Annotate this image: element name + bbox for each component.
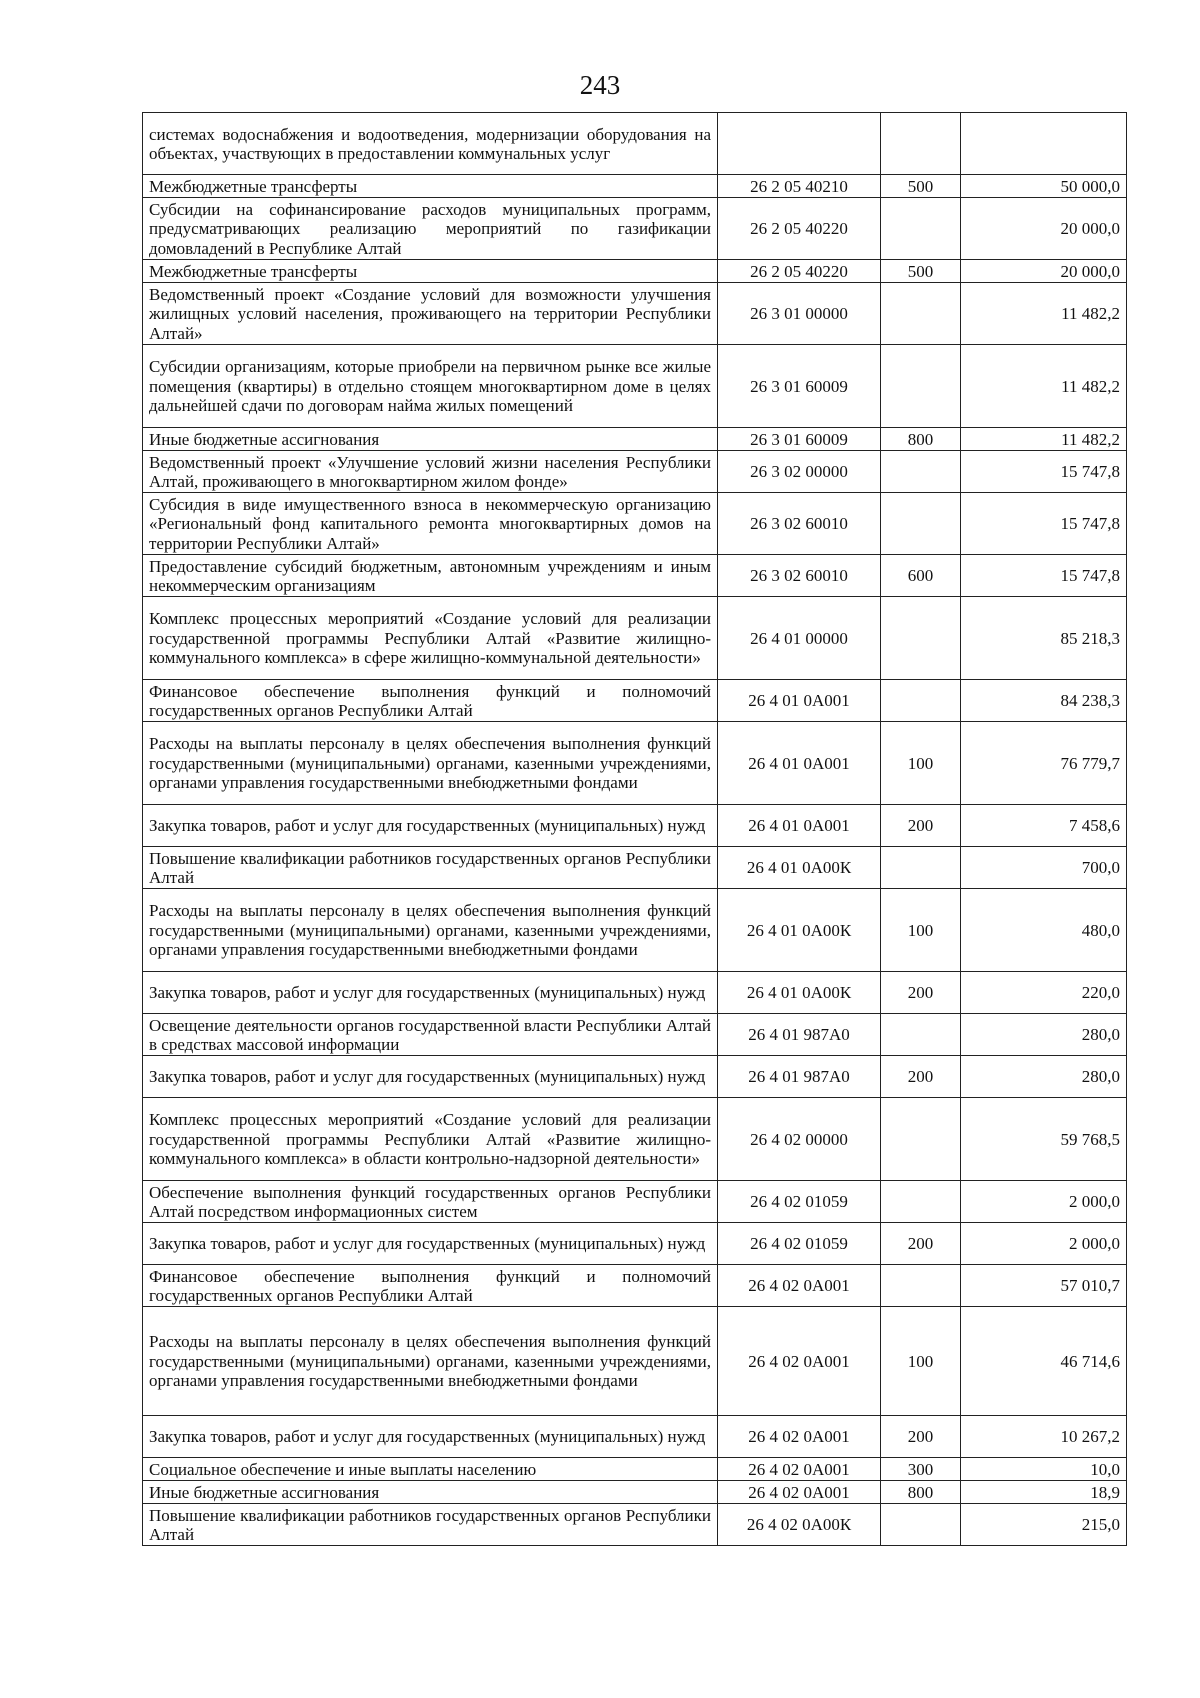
- table-row: [143, 1223, 1127, 1265]
- row-amount: 480,0: [961, 889, 1127, 972]
- row-code: 26 4 01 0А00К: [718, 972, 881, 1014]
- row-code: 26 4 02 0А00К: [718, 1504, 881, 1546]
- row-amount: 46 714,6: [961, 1307, 1127, 1416]
- row-amount: 15 747,8: [961, 555, 1127, 597]
- budget-table: [142, 112, 1127, 1546]
- row-expense-type: 200: [881, 1056, 961, 1098]
- table-row: [143, 428, 1127, 451]
- table-row: [143, 555, 1127, 597]
- row-code: 26 4 02 01059: [718, 1223, 881, 1265]
- row-code: 26 4 01 0А001: [718, 722, 881, 805]
- row-code: [718, 113, 881, 175]
- row-code: 26 4 02 0А001: [718, 1458, 881, 1481]
- table-row: [143, 1307, 1127, 1416]
- row-expense-type: 300: [881, 1458, 961, 1481]
- row-amount: 220,0: [961, 972, 1127, 1014]
- row-name: Расходы на выплаты персоналу в целях обеспечения выполнения функций государственными (муниципальными) органами, казенными учреждениями, органами управления государственными внебюджетными фондами: [143, 889, 718, 972]
- row-amount: 18,9: [961, 1481, 1127, 1504]
- row-code: 26 4 02 0А001: [718, 1481, 881, 1504]
- row-name: Повышение квалификации работников государственных органов Республики Алтай: [143, 1504, 718, 1546]
- row-name: Субсидия в виде имущественного взноса в некоммерческую организацию «Региональный фонд капитального ремонта многоквартирных домов на территории Республики Алтай»: [143, 493, 718, 555]
- table-row: [143, 680, 1127, 722]
- row-expense-type: [881, 1265, 961, 1307]
- row-code: 26 4 02 0А001: [718, 1265, 881, 1307]
- row-amount: 215,0: [961, 1504, 1127, 1546]
- table-row: [143, 1458, 1127, 1481]
- row-code: 26 4 01 00000: [718, 597, 881, 680]
- table-row: [143, 1098, 1127, 1181]
- table-row: [143, 1504, 1127, 1546]
- row-expense-type: [881, 493, 961, 555]
- row-name: Комплекс процессных мероприятий «Создание условий для реализации государственной программы Республики Алтай «Развитие жилищно-коммунального комплекса» в сфере жилищно-коммунальной деятельности»: [143, 597, 718, 680]
- row-name: Обеспечение выполнения функций государственных органов Республики Алтай посредством информационных систем: [143, 1181, 718, 1223]
- page-number: 243: [579, 70, 621, 100]
- row-name: Закупка товаров, работ и услуг для государственных (муниципальных) нужд: [143, 1416, 718, 1458]
- table-row: [143, 198, 1127, 260]
- row-name: Закупка товаров, работ и услуг для государственных (муниципальных) нужд: [143, 805, 718, 847]
- table-row: [143, 493, 1127, 555]
- row-code: 26 2 05 40220: [718, 198, 881, 260]
- row-amount: 15 747,8: [961, 493, 1127, 555]
- row-amount: 76 779,7: [961, 722, 1127, 805]
- row-amount: 15 747,8: [961, 451, 1127, 493]
- table-row: [143, 283, 1127, 345]
- table-row: [143, 1416, 1127, 1458]
- row-amount: 84 238,3: [961, 680, 1127, 722]
- row-expense-type: [881, 1181, 961, 1223]
- row-expense-type: [881, 283, 961, 345]
- table-row: [143, 1481, 1127, 1504]
- row-expense-type: 200: [881, 805, 961, 847]
- row-name: Субсидии на софинансирование расходов муниципальных программ, предусматривающих реализацию мероприятий по газификации домовладений в Республике Алтай: [143, 198, 718, 260]
- table-row: [143, 1181, 1127, 1223]
- row-expense-type: 800: [881, 1481, 961, 1504]
- row-code: 26 3 01 60009: [718, 345, 881, 428]
- row-name: Комплекс процессных мероприятий «Создание условий для реализации государственной программы Республики Алтай «Развитие жилищно-коммунального комплекса» в области контрольно-надзорной деятельности»: [143, 1098, 718, 1181]
- row-name: Закупка товаров, работ и услуг для государственных (муниципальных) нужд: [143, 1056, 718, 1098]
- row-expense-type: [881, 680, 961, 722]
- row-code: 26 4 02 01059: [718, 1181, 881, 1223]
- row-amount: 7 458,6: [961, 805, 1127, 847]
- row-name: Финансовое обеспечение выполнения функций и полномочий государственных органов Республики Алтай: [143, 680, 718, 722]
- row-name: системах водоснабжения и водоотведения, модернизации оборудования на объектах, участвующих в предоставлении коммунальных услуг: [143, 113, 718, 175]
- table-row: [143, 113, 1127, 175]
- row-code: 26 4 02 0А001: [718, 1416, 881, 1458]
- row-expense-type: 800: [881, 428, 961, 451]
- row-amount: 10 267,2: [961, 1416, 1127, 1458]
- row-name: Межбюджетные трансферты: [143, 175, 718, 198]
- row-code: 26 4 02 0А001: [718, 1307, 881, 1416]
- row-amount: 11 482,2: [961, 283, 1127, 345]
- row-expense-type: [881, 847, 961, 889]
- row-expense-type: [881, 451, 961, 493]
- table-row: [143, 345, 1127, 428]
- row-name: Межбюджетные трансферты: [143, 260, 718, 283]
- row-code: 26 4 01 987А0: [718, 1056, 881, 1098]
- row-code: 26 4 02 00000: [718, 1098, 881, 1181]
- row-amount: 20 000,0: [961, 198, 1127, 260]
- row-code: 26 4 01 0А00К: [718, 889, 881, 972]
- row-expense-type: 100: [881, 722, 961, 805]
- table-row: [143, 889, 1127, 972]
- row-code: 26 2 05 40210: [718, 175, 881, 198]
- row-expense-type: 200: [881, 1416, 961, 1458]
- row-amount: 10,0: [961, 1458, 1127, 1481]
- row-name: Социальное обеспечение и иные выплаты населению: [143, 1458, 718, 1481]
- table-row: [143, 722, 1127, 805]
- row-amount: 85 218,3: [961, 597, 1127, 680]
- row-name: Закупка товаров, работ и услуг для государственных (муниципальных) нужд: [143, 972, 718, 1014]
- row-expense-type: [881, 1098, 961, 1181]
- row-expense-type: 200: [881, 972, 961, 1014]
- table-row: [143, 1014, 1127, 1056]
- table-row: [143, 972, 1127, 1014]
- row-expense-type: 100: [881, 1307, 961, 1416]
- row-expense-type: [881, 1504, 961, 1546]
- table-row: [143, 847, 1127, 889]
- row-expense-type: 200: [881, 1223, 961, 1265]
- row-amount: 57 010,7: [961, 1265, 1127, 1307]
- row-code: 26 4 01 987А0: [718, 1014, 881, 1056]
- row-amount: 700,0: [961, 847, 1127, 889]
- row-name: Закупка товаров, работ и услуг для государственных (муниципальных) нужд: [143, 1223, 718, 1265]
- row-name: Предоставление субсидий бюджетным, автономным учреждениям и иным некоммерческим организациям: [143, 555, 718, 597]
- table-row: [143, 805, 1127, 847]
- row-name: Освещение деятельности органов государственной власти Республики Алтай в средствах массовой информации: [143, 1014, 718, 1056]
- row-amount: 280,0: [961, 1014, 1127, 1056]
- table-row: [143, 1056, 1127, 1098]
- table-row: [143, 451, 1127, 493]
- row-code: 26 4 01 0А00К: [718, 847, 881, 889]
- row-name: Расходы на выплаты персоналу в целях обеспечения выполнения функций государственными (муниципальными) органами, казенными учреждениями, органами управления государственными внебюджетными фондами: [143, 722, 718, 805]
- row-code: 26 3 02 00000: [718, 451, 881, 493]
- row-code: 26 2 05 40220: [718, 260, 881, 283]
- table-row: [143, 1265, 1127, 1307]
- row-expense-type: 600: [881, 555, 961, 597]
- row-code: 26 4 01 0А001: [718, 680, 881, 722]
- row-name: Финансовое обеспечение выполнения функций и полномочий государственных органов Республики Алтай: [143, 1265, 718, 1307]
- row-expense-type: [881, 345, 961, 428]
- row-name: Ведомственный проект «Улучшение условий жизни населения Республики Алтай, проживающего в многоквартирном жилом фонде»: [143, 451, 718, 493]
- row-amount: 2 000,0: [961, 1223, 1127, 1265]
- table-row: [143, 260, 1127, 283]
- row-code: 26 3 02 60010: [718, 555, 881, 597]
- row-expense-type: [881, 198, 961, 260]
- row-name: Ведомственный проект «Создание условий для возможности улучшения жилищных условий населения, проживающего на территории Республики Алтай»: [143, 283, 718, 345]
- row-expense-type: 100: [881, 889, 961, 972]
- row-expense-type: 500: [881, 175, 961, 198]
- table-body: [143, 113, 1127, 1546]
- row-name: Иные бюджетные ассигнования: [143, 1481, 718, 1504]
- table-row: [143, 175, 1127, 198]
- row-name: Иные бюджетные ассигнования: [143, 428, 718, 451]
- row-name: Расходы на выплаты персоналу в целях обеспечения выполнения функций государственными (муниципальными) органами, казенными учреждениями, органами управления государственными внебюджетными фондами: [143, 1307, 718, 1416]
- row-expense-type: [881, 597, 961, 680]
- row-code: 26 4 01 0А001: [718, 805, 881, 847]
- row-code: 26 3 01 60009: [718, 428, 881, 451]
- row-amount: 2 000,0: [961, 1181, 1127, 1223]
- row-name: Повышение квалификации работников государственных органов Республики Алтай: [143, 847, 718, 889]
- row-amount: 20 000,0: [961, 260, 1127, 283]
- row-expense-type: [881, 1014, 961, 1056]
- row-expense-type: [881, 113, 961, 175]
- row-amount: 11 482,2: [961, 345, 1127, 428]
- row-name: Субсидии организациям, которые приобрели на первичном рынке все жилые помещения (квартиры) в отдельно стоящем многоквартирном доме в целях дальнейшей сдачи по договорам найма жилых помещений: [143, 345, 718, 428]
- row-amount: 280,0: [961, 1056, 1127, 1098]
- row-code: 26 3 02 60010: [718, 493, 881, 555]
- row-amount: 11 482,2: [961, 428, 1127, 451]
- row-amount: 50 000,0: [961, 175, 1127, 198]
- row-expense-type: 500: [881, 260, 961, 283]
- table-row: [143, 597, 1127, 680]
- row-amount: [961, 113, 1127, 175]
- row-code: 26 3 01 00000: [718, 283, 881, 345]
- row-amount: 59 768,5: [961, 1098, 1127, 1181]
